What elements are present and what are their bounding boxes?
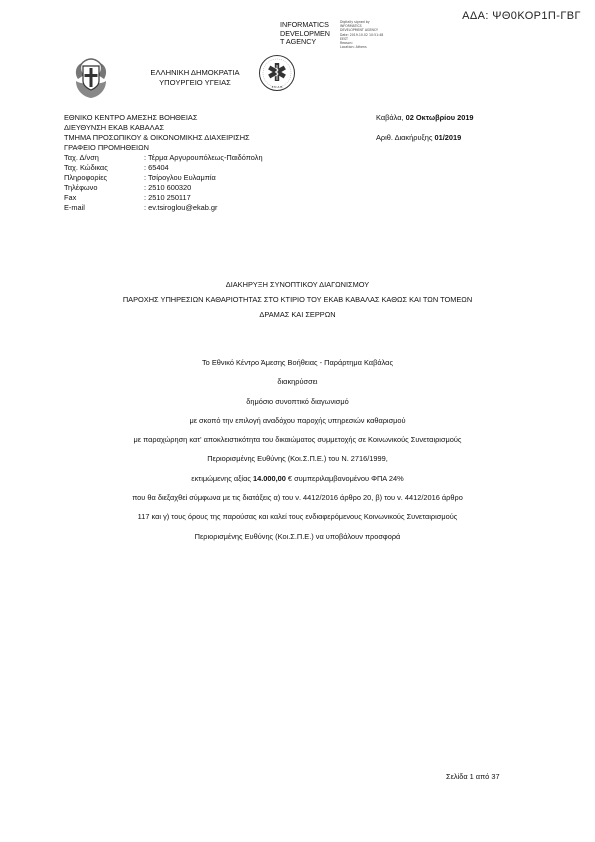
contact-row-fax (64, 193, 364, 203)
announcement-line: που θα διεξαχθεί σύμφωνα με τις διατάξεις α) του ν. 4412/2016 άρθρο 20, β) του ν. 4412/2016 άρθρο (132, 493, 463, 503)
announcement-line: με παραχώρηση κατ' αποκλειστικότητα του δικαιώματος συμμετοχής σε Κοινωνικούς Συνεταιρισμούς (133, 435, 462, 445)
country-name: ΕΛΛΗΝΙΚΗ ΔΗΜΟΚΡΑΤΙΑ (150, 68, 240, 77)
contact-label: Πληροφορίες (64, 173, 108, 182)
contact-label: Ταχ. Δ/νση (64, 153, 99, 162)
signature-line: Location: Athens (340, 45, 367, 50)
agency-line: T AGENCY (280, 37, 317, 47)
declaration-value: 01/2019 (434, 133, 462, 142)
date-value: 02 Οκτωβρίου 2019 (405, 113, 474, 122)
signature-line: EEST (340, 36, 348, 41)
announcement-line-value (40, 473, 555, 485)
greek-coat-of-arms-icon (70, 57, 112, 99)
estimated-value: 14.000,00 (252, 473, 286, 483)
contact-row-email (64, 203, 364, 213)
organization-name: ΕΘΝΙΚΟ ΚΕΝΤΡΟ ΑΜΕΣΗΣ ΒΟΗΘΕΙΑΣ (64, 113, 198, 122)
office-name: ΓΡΑΦΕΙΟ ΠΡΟΜΗΘΕΙΩΝ (64, 143, 149, 152)
announcement-line: με σκοπό την επιλογή αναδόχου παροχής υπηρεσιών καθαρισμού (189, 415, 406, 425)
ministry-heading (120, 68, 270, 88)
announcement-body (40, 357, 555, 550)
value-suffix: € συμπεριλαμβανομένου ΦΠΑ 24% (285, 473, 404, 483)
contact-label: Τηλέφωνο (64, 183, 98, 192)
contact-row-phone (64, 183, 364, 193)
signature-line: Date: 2019.10.02 10:51:48 (340, 32, 384, 37)
announcement-line: Το Εθνικό Κέντρο Άμεσης Βοήθειας - Παράρτημα Καβάλας (201, 358, 394, 367)
signature-line: Digitally signed by (340, 20, 370, 24)
date-block (376, 113, 576, 143)
email-link[interactable]: : ev.tsiroglou@ekab.gr (144, 203, 218, 212)
page-number: Σελίδα 1 από 37 (446, 772, 500, 781)
contact-value: : 2510 600320 (144, 183, 192, 192)
signature-line: DEVELOPMENT AGENCY (340, 28, 378, 33)
announcement-line: δημόσιο συνοπτικό διαγωνισμό (246, 396, 349, 406)
title-line: ΠΑΡΟΧΗΣ ΥΠΗΡΕΣΙΩΝ ΚΑΘΑΡΙΟΤΗΤΑΣ ΣΤΟ ΚΤΙΡΙΟ ΤΟΥ ΕΚΑΒ ΚΑΒΑΛΑΣ ΚΑΘΩΣ ΚΑΙ ΤΩΝ ΤΟΜΕΩΝ (122, 295, 473, 304)
contact-label: Ταχ. Κώδικας (64, 163, 108, 172)
svg-text:E K A B: E K A B (271, 85, 283, 89)
issue-date (376, 113, 576, 123)
signature-line: INFORMATICS (340, 24, 362, 29)
ada-code: ΑΔΑ: ΨΘ0ΚΟΡ1Π-ΓΒΓ (462, 10, 581, 22)
title-line: ΔΡΑΜΑΣ ΚΑΙ ΣΕΡΡΩΝ (259, 310, 336, 319)
contact-row-address (64, 153, 364, 163)
date-prefix: Καβάλα, (376, 113, 406, 122)
sender-block (64, 113, 364, 213)
announcement-line: Περιορισμένης Ευθύνης (Κοι.Σ.Π.Ε.) του Ν. 2716/1999, (207, 454, 388, 464)
agency-line: INFORMATICS (280, 20, 329, 29)
contact-value: : Τέρμα Αργυρουπόλεως-Παιδόπολη (144, 153, 263, 162)
value-prefix: εκτιμώμενης αξίας (191, 473, 253, 483)
contact-label: E-mail (64, 203, 85, 212)
directorate-name: ΔΙΕΥΘΥΝΣΗ ΕΚΑΒ ΚΑΒΑΛΑΣ (64, 123, 165, 132)
announcement-line: διακηρύσσει (277, 377, 318, 387)
declaration-prefix: Αριθ. Διακήρυξης (376, 133, 435, 142)
contact-row-info (64, 173, 364, 183)
announcement-line: Περιορισμένης Ευθύνης (Κοι.Σ.Π.Ε.) να υποβάλουν προσφορά (194, 531, 401, 541)
title-line: ΔΙΑΚΗΡΥΞΗ ΣΥΝΟΠΤΙΚΟΥ ΔΙΑΓΩΝΙΣΜΟΥ (225, 280, 370, 289)
ministry-name: ΥΠΟΥΡΓΕΙΟ ΥΓΕΙΑΣ (159, 78, 231, 87)
agency-line: DEVELOPMEN (280, 28, 330, 38)
contact-row-postcode (64, 163, 364, 173)
announcement-line: 117 και γ) τους όρους της παρούσας και καλεί τους ενδιαφερόμενους Κοινωνικούς Συνεταιρισμούς (137, 512, 458, 522)
contact-value: : 2510 250117 (144, 193, 191, 202)
contact-value: : Τσίρογλου Ευλαμπία (144, 173, 216, 182)
signature-line: Reason: (340, 41, 353, 46)
contact-label: Fax (64, 193, 77, 202)
document-title (40, 277, 555, 322)
contact-value: : 65404 (144, 163, 169, 172)
declaration-number (376, 133, 576, 143)
digital-signature-details (340, 20, 410, 49)
digital-signature-agency (280, 21, 340, 47)
ekab-star-of-life-icon (258, 54, 296, 92)
department-name: ΤΜΗΜΑ ΠΡΟΣΩΠΙΚΟΥ & ΟΙΚΟΝΟΜΙΚΗΣ ΔΙΑΧΕΙΡΙΣΗΣ (64, 133, 250, 142)
